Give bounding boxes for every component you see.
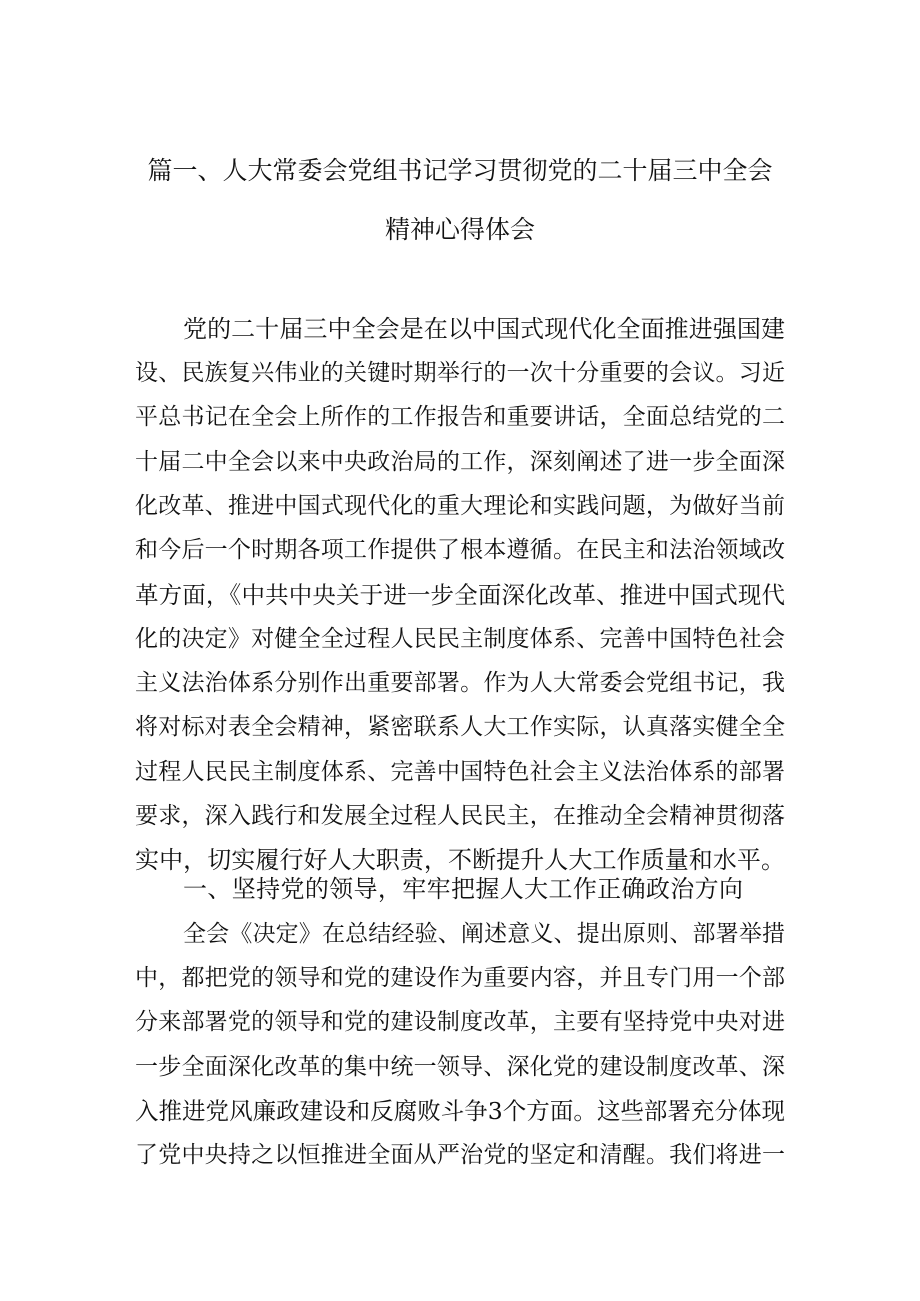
paragraph-line: 全会《决定》在总结经验、阐述意义、提出原则、部署举措 — [183, 921, 785, 947]
paragraph-line: 实中，切实履行好人大职责，不断提升人大工作质量和水平。 — [135, 846, 785, 874]
paragraph-line: 化的决定》对健全全过程人民民主制度体系、完善中国特色社会 — [135, 626, 785, 652]
paragraph-line: 革方面，《中共中央关于进一步全面深化改革、推进中国式现代 — [135, 581, 785, 609]
paragraph-line: 过程人民民主制度体系、完善中国特色社会主义法治体系的部署 — [135, 759, 785, 785]
paragraph-line: 和今后一个时期各项工作提供了根本遵循。在民主和法治领域改 — [135, 537, 785, 563]
paragraph-line: 主义法治体系分别作出重要部署。作为人大常委会党组书记，我 — [135, 670, 785, 696]
paragraph-line: 要求，深入践行和发展全过程人民民主，在推动全会精神贯彻落 — [135, 803, 785, 829]
paragraph-line: 党的二十届三中全会是在以中国式现代化全面推进强国建 — [183, 315, 785, 343]
section-heading-1: 一、坚持党的领导，牢牢把握人大工作正确政治方向 — [183, 875, 743, 903]
paragraph-line: 十届二中全会以来中央政治局的工作，深刻阐述了进一步全面深 — [135, 449, 785, 475]
document-title-line-1: 篇一、人大常委会党组书记学习贯彻党的二十届三中全会 — [147, 156, 773, 185]
paragraph-line: 入推进党风廉政建设和反腐败斗争3个方面。这些部署充分体现 — [135, 1097, 785, 1125]
paragraph-line: 了党中央持之以恒推进全面从严治党的坚定和清醒。我们将进一 — [135, 1142, 785, 1168]
document-title-line-2: 精神心得体会 — [384, 215, 535, 244]
paragraph-line: 化改革、推进中国式现代化的重大理论和实践问题，为做好当前 — [135, 493, 785, 519]
paragraph-line: 一步全面深化改革的集中统一领导、深化党的建设制度改革、深 — [135, 1054, 785, 1080]
paragraph-line: 中，都把党的领导和党的建设作为重要内容，并且专门用一个部 — [135, 965, 785, 991]
paragraph-line: 平总书记在全会上所作的工作报告和重要讲话，全面总结党的二 — [135, 404, 785, 430]
paragraph-line: 设、民族复兴伟业的关键时期举行的一次十分重要的会议。习近 — [135, 360, 785, 386]
paragraph-line: 将对标对表全会精神，紧密联系人大工作实际，认真落实健全全 — [135, 714, 785, 740]
paragraph-line: 分来部署党的领导和党的建设制度改革，主要有坚持党中央对进 — [135, 1009, 785, 1035]
